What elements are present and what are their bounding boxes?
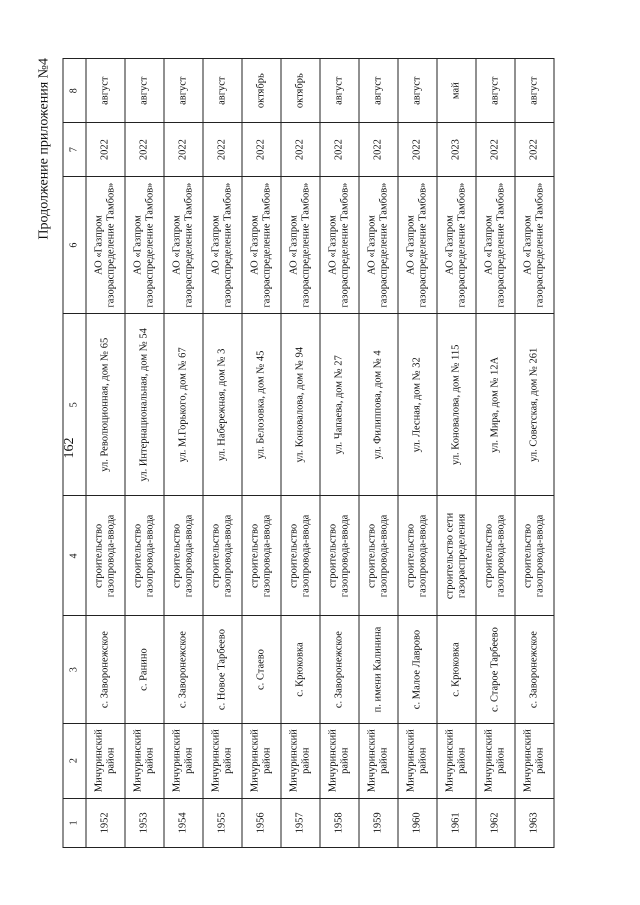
appendix-caption: Продолжение приложения №4 xyxy=(36,57,52,240)
table-cell: АО «Газпром газораспределение Тамбов» xyxy=(86,176,125,313)
table-cell: ул. Филиппова, дом № 4 xyxy=(359,313,398,495)
table-cell: Мичуринский район xyxy=(515,723,554,798)
table-cell: август xyxy=(203,58,242,122)
column-header: 1 xyxy=(63,798,86,847)
table-cell: строительство газопровода-ввода xyxy=(164,495,203,615)
table-cell: август xyxy=(125,58,164,122)
table-cell: 1953 xyxy=(125,798,164,847)
table-cell: ул. Белозовка, дом № 45 xyxy=(242,313,281,495)
table-row xyxy=(164,58,203,847)
table-cell: АО «Газпром газораспределение Тамбов» xyxy=(398,176,437,313)
table-cell: ул. Мира, дом № 12А xyxy=(476,313,515,495)
table-cell: с. Крюковка xyxy=(281,615,320,722)
table-cell: 2022 xyxy=(476,122,515,176)
table-cell: 2022 xyxy=(203,122,242,176)
table-cell: АО «Газпром газораспределение Тамбов» xyxy=(320,176,359,313)
table-cell: с. Заворонежское xyxy=(86,615,125,722)
table-cell: АО «Газпром газораспределение Тамбов» xyxy=(476,176,515,313)
column-header: 2 xyxy=(63,723,86,798)
table-cell: АО «Газпром газораспределение Тамбов» xyxy=(281,176,320,313)
table-cell: строительство газопровода-ввода xyxy=(359,495,398,615)
table-body xyxy=(86,58,554,847)
table-cell: АО «Газпром газораспределение Тамбов» xyxy=(242,176,281,313)
table-cell: с. Крюковка xyxy=(437,615,476,722)
table-row xyxy=(359,58,398,847)
table-row xyxy=(320,58,359,847)
table-cell: август xyxy=(398,58,437,122)
table-cell: 2022 xyxy=(164,122,203,176)
table-cell: АО «Газпром газораспределение Тамбов» xyxy=(515,176,554,313)
table-cell: 1959 xyxy=(359,798,398,847)
table-cell: АО «Газпром газораспределение Тамбов» xyxy=(437,176,476,313)
table-cell: август xyxy=(320,58,359,122)
table-cell: 2022 xyxy=(515,122,554,176)
table-cell: август xyxy=(359,58,398,122)
table-cell: Мичуринский район xyxy=(476,723,515,798)
table-cell: АО «Газпром газораспределение Тамбов» xyxy=(125,176,164,313)
table-cell: август xyxy=(515,58,554,122)
column-header: 7 xyxy=(63,122,86,176)
column-header: 4 xyxy=(63,495,86,615)
table-cell: ул. Набережная, дом № 3 xyxy=(203,313,242,495)
table-cell: п. имени Калинина xyxy=(359,615,398,722)
table-cell: с. Ранино xyxy=(125,615,164,722)
table-header-row xyxy=(63,58,86,847)
column-header: 8 xyxy=(63,58,86,122)
table-cell: АО «Газпром газораспределение Тамбов» xyxy=(359,176,398,313)
table-cell: ул. Советская, дом № 261 xyxy=(515,313,554,495)
table-row xyxy=(281,58,320,847)
table-cell: Мичуринский район xyxy=(281,723,320,798)
table-cell: ул. Лесная, дом № 32 xyxy=(398,313,437,495)
table-cell: 2022 xyxy=(281,122,320,176)
table-cell: август xyxy=(476,58,515,122)
table-cell: 1952 xyxy=(86,798,125,847)
table-cell: строительство газопровода-ввода xyxy=(125,495,164,615)
table-cell: Мичуринский район xyxy=(359,723,398,798)
table-cell: август xyxy=(86,58,125,122)
table-cell: ул. М.Горького, дом № 67 xyxy=(164,313,203,495)
table-cell: строительство сети газораспределения xyxy=(437,495,476,615)
table-cell: 2022 xyxy=(86,122,125,176)
table-cell: ул. Коновалова, дом № 115 xyxy=(437,313,476,495)
table-row xyxy=(476,58,515,847)
table-cell: Мичуринский район xyxy=(125,723,164,798)
table-cell: строительство газопровода-ввода xyxy=(242,495,281,615)
table-cell: 2022 xyxy=(320,122,359,176)
table-cell: Мичуринский район xyxy=(320,723,359,798)
table-row xyxy=(86,58,125,847)
table-cell: строительство газопровода-ввода xyxy=(476,495,515,615)
table-cell: с. Заворонежское xyxy=(320,615,359,722)
table-cell: 2023 xyxy=(437,122,476,176)
table-cell: Мичуринский район xyxy=(203,723,242,798)
table-cell: 2022 xyxy=(359,122,398,176)
table-cell: 1957 xyxy=(281,798,320,847)
rotated-sheet xyxy=(36,57,578,848)
table-cell: АО «Газпром газораспределение Тамбов» xyxy=(203,176,242,313)
table-cell: 1962 xyxy=(476,798,515,847)
table-cell: 1961 xyxy=(437,798,476,847)
table-cell: Мичуринский район xyxy=(437,723,476,798)
table-cell: строительство газопровода-ввода xyxy=(398,495,437,615)
table-cell: Мичуринский район xyxy=(242,723,281,798)
table-cell: 1963 xyxy=(515,798,554,847)
column-header: 5 xyxy=(63,313,86,495)
table-cell: октябрь xyxy=(281,58,320,122)
table-cell: 2022 xyxy=(242,122,281,176)
table-cell: строительство газопровода-ввода xyxy=(86,495,125,615)
column-header: 6 xyxy=(63,176,86,313)
table-cell: Мичуринский район xyxy=(86,723,125,798)
table-cell: 1955 xyxy=(203,798,242,847)
table-cell: строительство газопровода-ввода xyxy=(320,495,359,615)
table-cell: с. Малое Лаврово xyxy=(398,615,437,722)
table-row xyxy=(515,58,554,847)
table-cell: 1960 xyxy=(398,798,437,847)
table-cell: строительство газопровода-ввода xyxy=(515,495,554,615)
table-cell: Мичуринский район xyxy=(164,723,203,798)
page-number: 162 xyxy=(62,437,77,459)
table-cell: строительство газопровода-ввода xyxy=(203,495,242,615)
table-cell: май xyxy=(437,58,476,122)
table-cell: с. Старое Тарбеево xyxy=(476,615,515,722)
table-cell: 1954 xyxy=(164,798,203,847)
table-row xyxy=(242,58,281,847)
table-cell: 2022 xyxy=(398,122,437,176)
table-cell: с. Стаево xyxy=(242,615,281,722)
table-cell: 2022 xyxy=(125,122,164,176)
table-row xyxy=(203,58,242,847)
table-cell: строительство газопровода-ввода xyxy=(281,495,320,615)
table-row xyxy=(437,58,476,847)
table-cell: с. Заворонежское xyxy=(164,615,203,722)
table-cell: 1956 xyxy=(242,798,281,847)
column-header: 3 xyxy=(63,615,86,722)
table-cell: с. Новое Тарбеево xyxy=(203,615,242,722)
table-cell: АО «Газпром газораспределение Тамбов» xyxy=(164,176,203,313)
table-cell: ул. Чапаева, дом № 27 xyxy=(320,313,359,495)
table-cell: Мичуринский район xyxy=(398,723,437,798)
table-row xyxy=(398,58,437,847)
table-cell: 1958 xyxy=(320,798,359,847)
table-cell: октябрь xyxy=(242,58,281,122)
table-cell: ул. Коновалова, дом № 94 xyxy=(281,313,320,495)
table-cell: ул. Революционная, дом № 65 xyxy=(86,313,125,495)
table-cell: ул. Интернациональная, дом № 54 xyxy=(125,313,164,495)
data-table xyxy=(63,58,555,848)
table-row xyxy=(125,58,164,847)
table-cell: август xyxy=(164,58,203,122)
table-cell: с. Заворонежское xyxy=(515,615,554,722)
